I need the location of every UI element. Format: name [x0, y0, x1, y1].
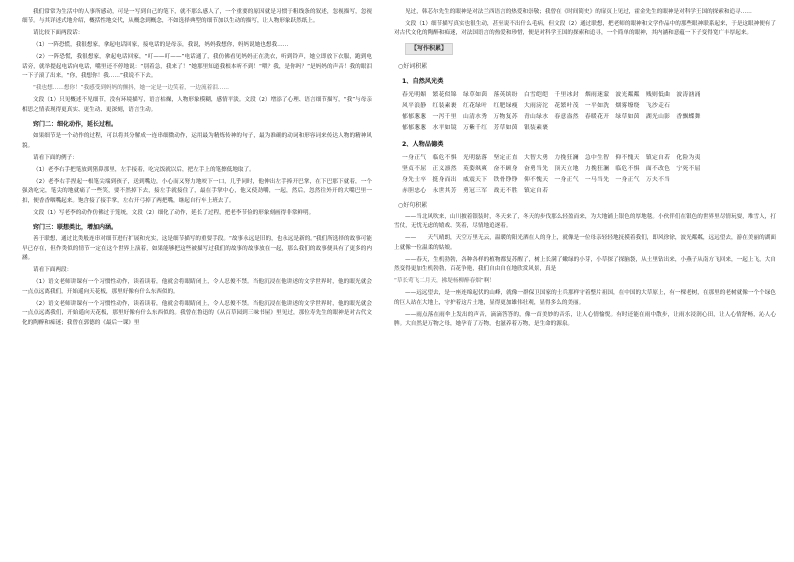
writing-section-title: 【写作积累】 — [405, 43, 453, 54]
paragraph: 我们常常为生活中的人事所感动，可是一写到自己的笔下，就不那么感人了，一个重要的原因就是习惯于粗线条的叙述，忽视描写，忽视细节。与其详述式地介绍，概括性地交代，从概念到概念，不如选择典型的细节加以生动的描写，让人物形象跃然纸上。 — [22, 9, 372, 25]
paragraph: 见过，韩芯尔先生的眼神是对法兰西语言的热爱和崇敬；我曾在《时间简史》的扉页上见过，霍金先生的眼神是对科学王国的探索和追寻…… — [405, 9, 752, 15]
section-heading: 窍门二：细化动作，延长过程。 — [33, 121, 118, 129]
word-line: 郁郁葱葱 一泻千里 山清水秀 万物复苏 青山绿水 春意盎然 春暖花开 绿草如茵 湖光山影 香飘蝶舞 — [402, 114, 701, 121]
word-line: 一身正气 临危不惧 光明磊落 坚定正直 大智大勇 力挽狂澜 急中生智 仰不愧天 镇定自若 化险为夷 — [402, 154, 701, 161]
paragraph: （2）一阵恐慌，我很想家，拿起电话回家，“叮——叮——”电话通了，我仿佛看见妈妈正在洗衣，听到铃声，她立即放下衣服，跑到电话旁，就举提起电话向电话，嘴里还不停地说：“别着急，我来了！”她那里知道我根本听不到！“喂？我，是你吗？”是妈妈的声音！我的眼泪一下子滚了出来。“你，我想你！我……”我说不下去。 — [22, 54, 372, 80]
left-column — [22, 8, 372, 331]
paragraph: 请看下面两段： — [33, 267, 73, 274]
word-line: 坚贞不屈 正义凛然 英姿飒爽 奋不顾身 奋勇当先 顶天立地 力挽狂澜 临危不惧 面不改色 宁死不屈 — [402, 166, 701, 173]
paragraph: （1）一阵恐慌，我很想家，拿起电话回家，接电话的是母亲，我说，妈妈我想你，妈妈说她也想我…… — [33, 42, 289, 49]
word-line: 身先士卒 挺身而出 威震天下 铁骨铮铮 仰不愧天 一身正气 一马当先 一身正气 万夫不当 — [402, 177, 671, 184]
paragraph: 善于联想，通过比类般连串对细节进行扩展和充实，这是细节描写的重要手段。“故事永远是旧的，也永远是新的。”我们所选择的故事可能早已存在，但作类似的情节一定在这个世界上演着，如果能够把这些被描写过我们的故事的故事放在一起，那么我们的故事便具有了更多的内涵。 — [22, 236, 372, 262]
paragraph: （2）语文老师讲课有一个习惯性动作，读着读着，他就会将眼睛闭上，令人忍俊不禁。当他沉浸在他讲述的文学世界时，他的眼光就会一点点远离我们，开始遥向天花板，那里好像有什么东西似的。我曾在鲁迅的《从百草园到三味书屋》里见过，那位寿先生的眼神是对古代文化的陶醉和痴迷；我曾在郭德的《最后一课》里 — [22, 300, 372, 326]
paragraph: （1）语文老师讲课有一个习惯性动作，读着读着，他就会将眼睛闭上，令人忍俊不禁。当他沉浸在他讲述的文学世界时，他的眼光就会一点点远离我们，开始遥向天花板，那里好像有什么东西似的。 — [22, 279, 372, 295]
paragraph: （2）老李右手捏起一根笔尖端到孩子，送到嘴边，小心而又努力地咬下一口，几乎同时，他伸出左手捧开巴掌，在下巴那下就着，一个强劲吃完，笔尖的地就痛了一些笑，要不然掉下去，接左手就接住了，最在手掌中心，他又使劲嚼，一起，然后，忽然往外开的大嘴巴里一扣，便香香咽嘴起来。饱含接了接手掌，左右开弓掉了两把嘴，继起自行车上班去了。 — [22, 178, 372, 204]
paragraph: 文段（1）只见概述不见细节，没有环境描写，语言枯燥，人物形象模糊，感情平淡。文段（2）增添了心理、语言细节描写，“我”与母亲相思之情表现得更真实、更生动、更深刻，语言生动。 — [22, 97, 372, 113]
section-heading: 窍门三：联想类比，增加内涵。 — [33, 224, 118, 232]
paragraph: 文段（1）写老李的动作仿佛过于笼统，文段（2）细化了动作，延长了过程，把老李节俭的形象刻画得非常鲜明。 — [33, 209, 315, 216]
word-line: 风平浪静 红装素裹 红花绿叶 红肥绿瘦 大雨滂沱 花繁叶茂 一平如洗 烟雾缭绕 飞沙走石 — [402, 102, 671, 109]
good-sentences-heading: ○好句积累 — [398, 201, 428, 209]
paragraph: 请比较下面两段话： — [33, 30, 84, 37]
word-line: 郁郁葱葱 水平如镜 万紫千红 芳草如茵 银装素裹 — [402, 125, 549, 132]
paragraph: 请看下面的例子： — [33, 154, 78, 161]
sentence-paragraph: ——远远望去，是一座连绵起伏的山峰，就像一群保卫国家的士兵那样守着整片祖国，在中国的大草原上，有一棵老树，在那里的老树就像一个个绿色的巨人站在大地上，守护着这片土地，显得更加雄伟壮观，显得多么的美丽。 — [394, 290, 776, 306]
paragraph: 文段（1）细节描写真实也很生动，甚至说不出什么毛病，但文段（2）通过联想，把老师的眼神和文学作品中的那些眼神联系起来，于是这眼神便有了对古代文化的陶醉和痴迷，对法国语言的热爱和珍惜，便是对科学王国的探索和追寻，一个简单的眼神，其内涵和意蕴一下子变得宽广丰厚起来。 — [394, 21, 776, 37]
sentence-paragraph: ——春天，生机勃勃，各种各样的植物都复苏醒了，树上长满了嫩绿的小芽，小草探了探脑袋，从土里钻出来，小燕子从南方飞回来，一起上飞，大自然变得更加生机勃勃，百花争艳，我们自由自在地欣赏风景，真是 — [394, 256, 776, 273]
good-words-heading: ○好词积累 — [398, 62, 428, 70]
paragraph: 如果细节是一个动作的过程，可以将其分解成一连串细微动作，运用最为精炼传神的句子，最为准确的动词和形容词来传达人物的精神风貌。 — [22, 133, 372, 149]
sentence-paragraph: —— 天气晴朗，天空万里无云，温暖的阳光洒在人的身上，就像是一位母亲轻轻地抚摸着我们，即风徐徐，波光粼粼，远远望去，游在美丽的湖面上就像一位温柔的姑娘。 — [394, 235, 776, 251]
quote-paragraph: “我也想……想你！”我感受到妈妈的颤抖，她一定是一边笑着，一边流着泪…… — [33, 85, 229, 92]
category-heading: 2、人物品德类 — [402, 141, 444, 149]
sentence-paragraph: ——当北风吹来，山川披着银装时，冬天来了，冬天的步伐那么轻盈而来，为大地铺上银色的厚地毯。小伙伴们在银色的世界里尽情玩耍，堆雪人，打雪仗，无忧无虑的嬉戏、笑着，尽情地追逐着。 — [394, 214, 776, 230]
quote-paragraph: “草长莺飞二月天，拂堤杨柳醉春烟”啊！ — [394, 278, 495, 285]
right-column — [394, 8, 776, 332]
sentence-paragraph: ——雨点落在雨伞上发出的声音，滴滴答答的，像一首美妙的音乐，让人心情愉悦。有时还能在雨中散步，让雨水浸润心田，让人心情舒畅，沁人心脾。大自然是万物之母，她孕育了万物，也滋养着万物，是生命的源泉。 — [394, 311, 776, 328]
word-line: 春光明媚 繁花似锦 绿草如茵 落英缤纷 白雪皑皑 千里冰封 烟雨迷蒙 波光粼粼 贱则低曲 波涛汹涌 — [402, 91, 701, 98]
word-line: 赤胆忠心 永世其芳 勇冠三军 战无不胜 镇定自若 — [402, 188, 549, 195]
paragraph: （1）老李右手把笔放到猪鼻那里，左手接着，吃完饭就以后，把左手上的笔擦低地取了。 — [33, 166, 255, 173]
category-heading: 1、自然风光类 — [402, 78, 444, 86]
